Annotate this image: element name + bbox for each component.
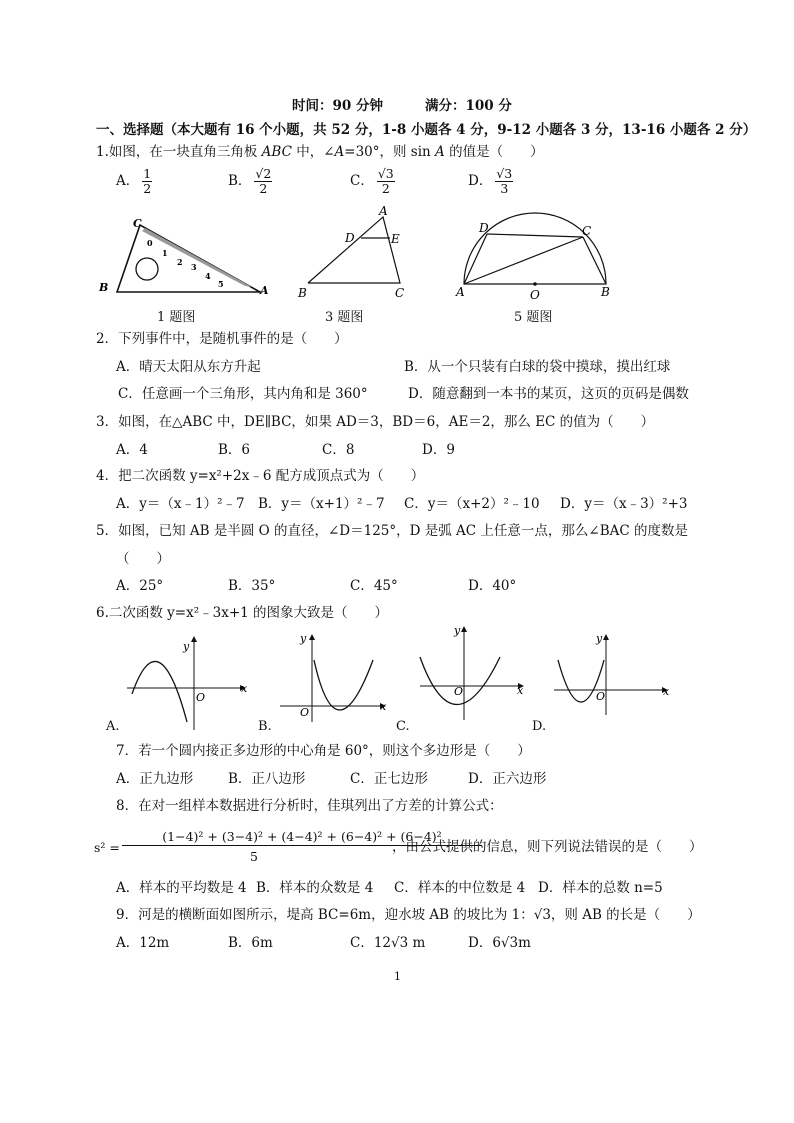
q4-stem: 4．把二次函数 y=x²+2x﹣6 配方成顶点式为（ ）: [96, 468, 425, 484]
q7-stem: 7．若一个圆内接正多边形的中心角是 60°，则这个多边形是（ ）: [116, 743, 531, 759]
fig3-label-d: D: [345, 231, 355, 245]
q5-stem: 5．如图，已知 AB 是半圆 O 的直径，∠D＝125°，D 是弧 AC 上任意一点，那么∠BAC 的度数是: [96, 523, 689, 539]
q6-option-b: B.: [258, 719, 272, 734]
q2-option-a: A．晴天太阳从东方升起: [116, 359, 261, 375]
fig1-tick-4: 4: [205, 271, 211, 281]
q1-option-b: B． $\frac{√2}{2}$: [228, 166, 272, 196]
q7-option-b: B．正八边形: [228, 771, 306, 787]
fig5-label-c: C: [582, 224, 592, 238]
q8-stem: 8．在对一组样本数据进行分析时，佳琪列出了方差的计算公式：: [116, 798, 503, 814]
q9-option-a: A．12m: [116, 935, 170, 951]
q6-option-c: C.: [396, 719, 410, 734]
q9-option-d: D．6√3m: [468, 935, 531, 951]
fig1-tick-5: 5: [218, 279, 224, 289]
fig3-label-e: E: [391, 232, 400, 246]
q9-option-b: B．6m: [228, 935, 273, 951]
fig1-tick-1: 1: [162, 248, 168, 258]
svg-text:x: x: [241, 682, 248, 695]
q3-option-c: C．8: [322, 442, 355, 458]
figure-5-semicircle: [450, 208, 620, 303]
svg-text:y: y: [183, 640, 190, 653]
q1-option-a: A． $\frac{1}{2}$: [116, 166, 152, 196]
q8-tail: ，由公式提供的信息，则下列说法错误的是（ ）: [392, 839, 703, 855]
fig1-label-b: B: [99, 281, 109, 294]
q8-option-c: C．样本的中位数是 4: [394, 880, 526, 896]
q1-option-d: D． $\frac{√3}{3}$: [468, 166, 513, 196]
fig1-tick-0: 0: [147, 238, 153, 248]
q5-option-d: D．40°: [468, 578, 517, 594]
q5-option-c: C．45°: [350, 578, 398, 594]
q5-paren: （ ）: [116, 551, 170, 567]
fig5-label-o: O: [530, 288, 540, 302]
q1-option-c: C． $\frac{√3}{2}$: [350, 166, 394, 196]
fig1-tick-3: 3: [191, 262, 197, 272]
section-title: 一、选择题（本大题有 16 个小题，共 52 分，1-8 小题各 4 分，9-12 小题各 3 分，13-16 小题各 2 分）: [96, 122, 757, 138]
svg-text:O: O: [196, 691, 206, 704]
q9-stem: 9．河是的横断面如图所示，堤高 BC=6m，迎水坡 AB 的坡比为 1：√3，则 AB 的长是（ ）: [116, 907, 701, 923]
svg-text:x: x: [517, 684, 524, 697]
q6-graph-b: [278, 630, 393, 730]
q3-stem: 3．如图，在△ABC 中，DE∥BC，如果 AD＝3，BD＝6，AE＝2，那么 EC 的值为（ ）: [96, 414, 655, 430]
q9-option-c: C．12√3 m: [350, 935, 426, 951]
q5-option-a: A．25°: [116, 578, 164, 594]
fig5-label-d: D: [479, 221, 489, 235]
fig3-label-a: A: [379, 204, 388, 218]
svg-text:O: O: [596, 690, 606, 703]
q2-stem: 2．下列事件中，是随机事件的是（ ）: [96, 331, 348, 347]
fig3-label-c: C: [395, 286, 405, 300]
fig1-tick-2: 2: [177, 257, 183, 267]
svg-text:x: x: [380, 700, 387, 713]
q4-option-a: A．y＝（x﹣1）²﹣7: [116, 496, 245, 512]
q6-option-d: D.: [532, 719, 547, 734]
q8-option-d: D．样本的总数 n=5: [538, 880, 663, 896]
q4-option-c: C．y＝（x+2）²﹣10: [404, 496, 540, 512]
fig3-caption: 3 题图: [325, 310, 364, 325]
q6-option-a: A.: [106, 719, 120, 734]
fig5-caption: 5 题图: [514, 310, 553, 325]
fig1-label-c: C: [133, 217, 142, 230]
q3-option-d: D．9: [422, 442, 455, 458]
q3-option-b: B．6: [218, 442, 251, 458]
q6-stem: 6.二次函数 y=x²﹣3x+1 的图象大致是（ ）: [96, 605, 389, 621]
q7-option-d: D．正六边形: [468, 771, 547, 787]
q6-graph-a: [122, 632, 252, 732]
fig3-label-b: B: [298, 286, 307, 300]
fig1-label-a: A: [260, 284, 269, 297]
q1-stem: 1.如图，在一块直角三角板 ABC 中，∠A=30°，则 sin A 的值是（ ）: [96, 144, 544, 160]
q5-option-b: B．35°: [228, 578, 276, 594]
svg-text:y: y: [596, 632, 603, 645]
q7-option-a: A．正九边形: [116, 771, 194, 787]
q6-graph-d: [552, 630, 677, 720]
svg-text:O: O: [454, 685, 464, 698]
q8-option-b: B．样本的众数是 4: [256, 880, 374, 896]
q8-option-a: A．样本的平均数是 4: [116, 880, 247, 896]
fig5-label-b: B: [601, 285, 610, 299]
q2-option-c: C．任意画一个三角形，其内角和是 360°: [118, 386, 368, 402]
time-label: 时间：90 分钟: [292, 98, 383, 114]
page-number: 1: [394, 970, 401, 983]
q2-option-b: B．从一个只装有白球的袋中摸球，摸出红球: [404, 359, 671, 375]
svg-text:y: y: [300, 632, 307, 645]
fig1-caption: 1 题图: [157, 310, 196, 325]
fig5-label-a: A: [456, 285, 465, 299]
figure-3-triangle: [293, 203, 418, 303]
q2-option-d: D．随意翻到一本书的某页，这页的页码是偶数: [408, 386, 689, 402]
q6-graph-c: [414, 622, 532, 722]
figure-1-triangle: [95, 215, 275, 300]
svg-text:O: O: [300, 706, 310, 719]
score-label: 满分：100 分: [425, 98, 512, 114]
svg-text:y: y: [454, 624, 461, 637]
q4-option-d: D．y＝（x﹣3）²+3: [560, 496, 688, 512]
q7-option-c: C．正七边形: [350, 771, 428, 787]
svg-text:x: x: [663, 685, 670, 698]
q4-option-b: B．y＝（x+1）²﹣7: [258, 496, 385, 512]
q3-option-a: A．4: [116, 442, 148, 458]
